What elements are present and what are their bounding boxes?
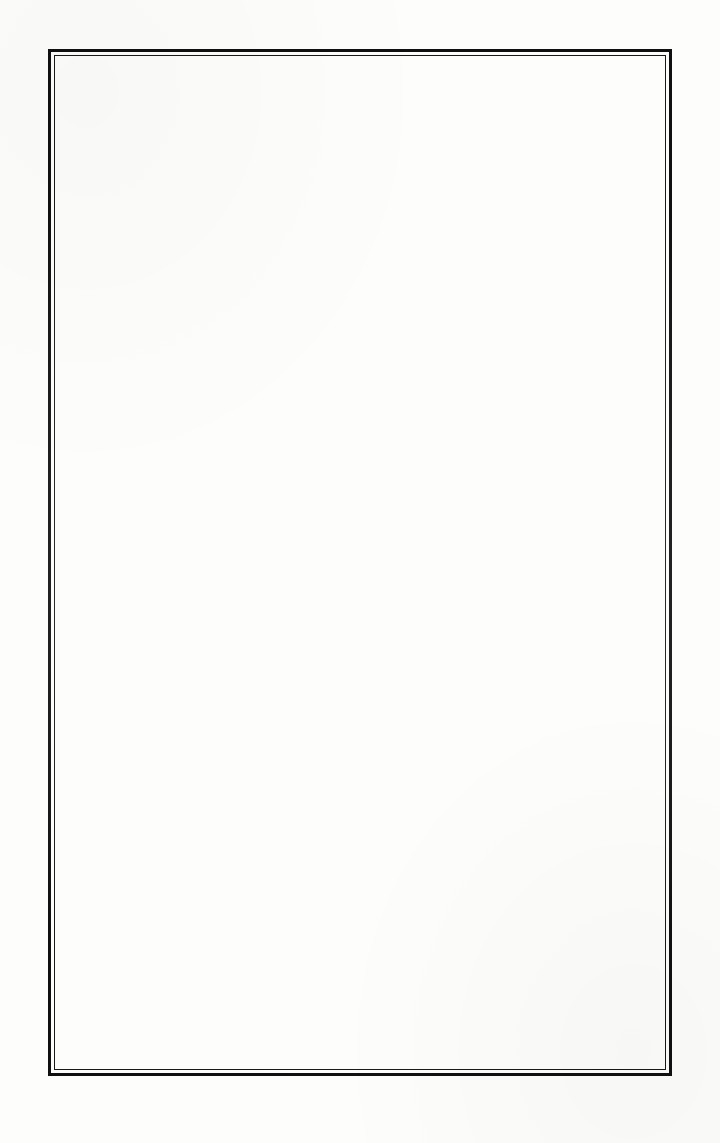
page-frame-inner <box>54 55 666 1070</box>
text-column <box>55 56 665 1069</box>
page-frame-outer <box>48 49 672 1076</box>
